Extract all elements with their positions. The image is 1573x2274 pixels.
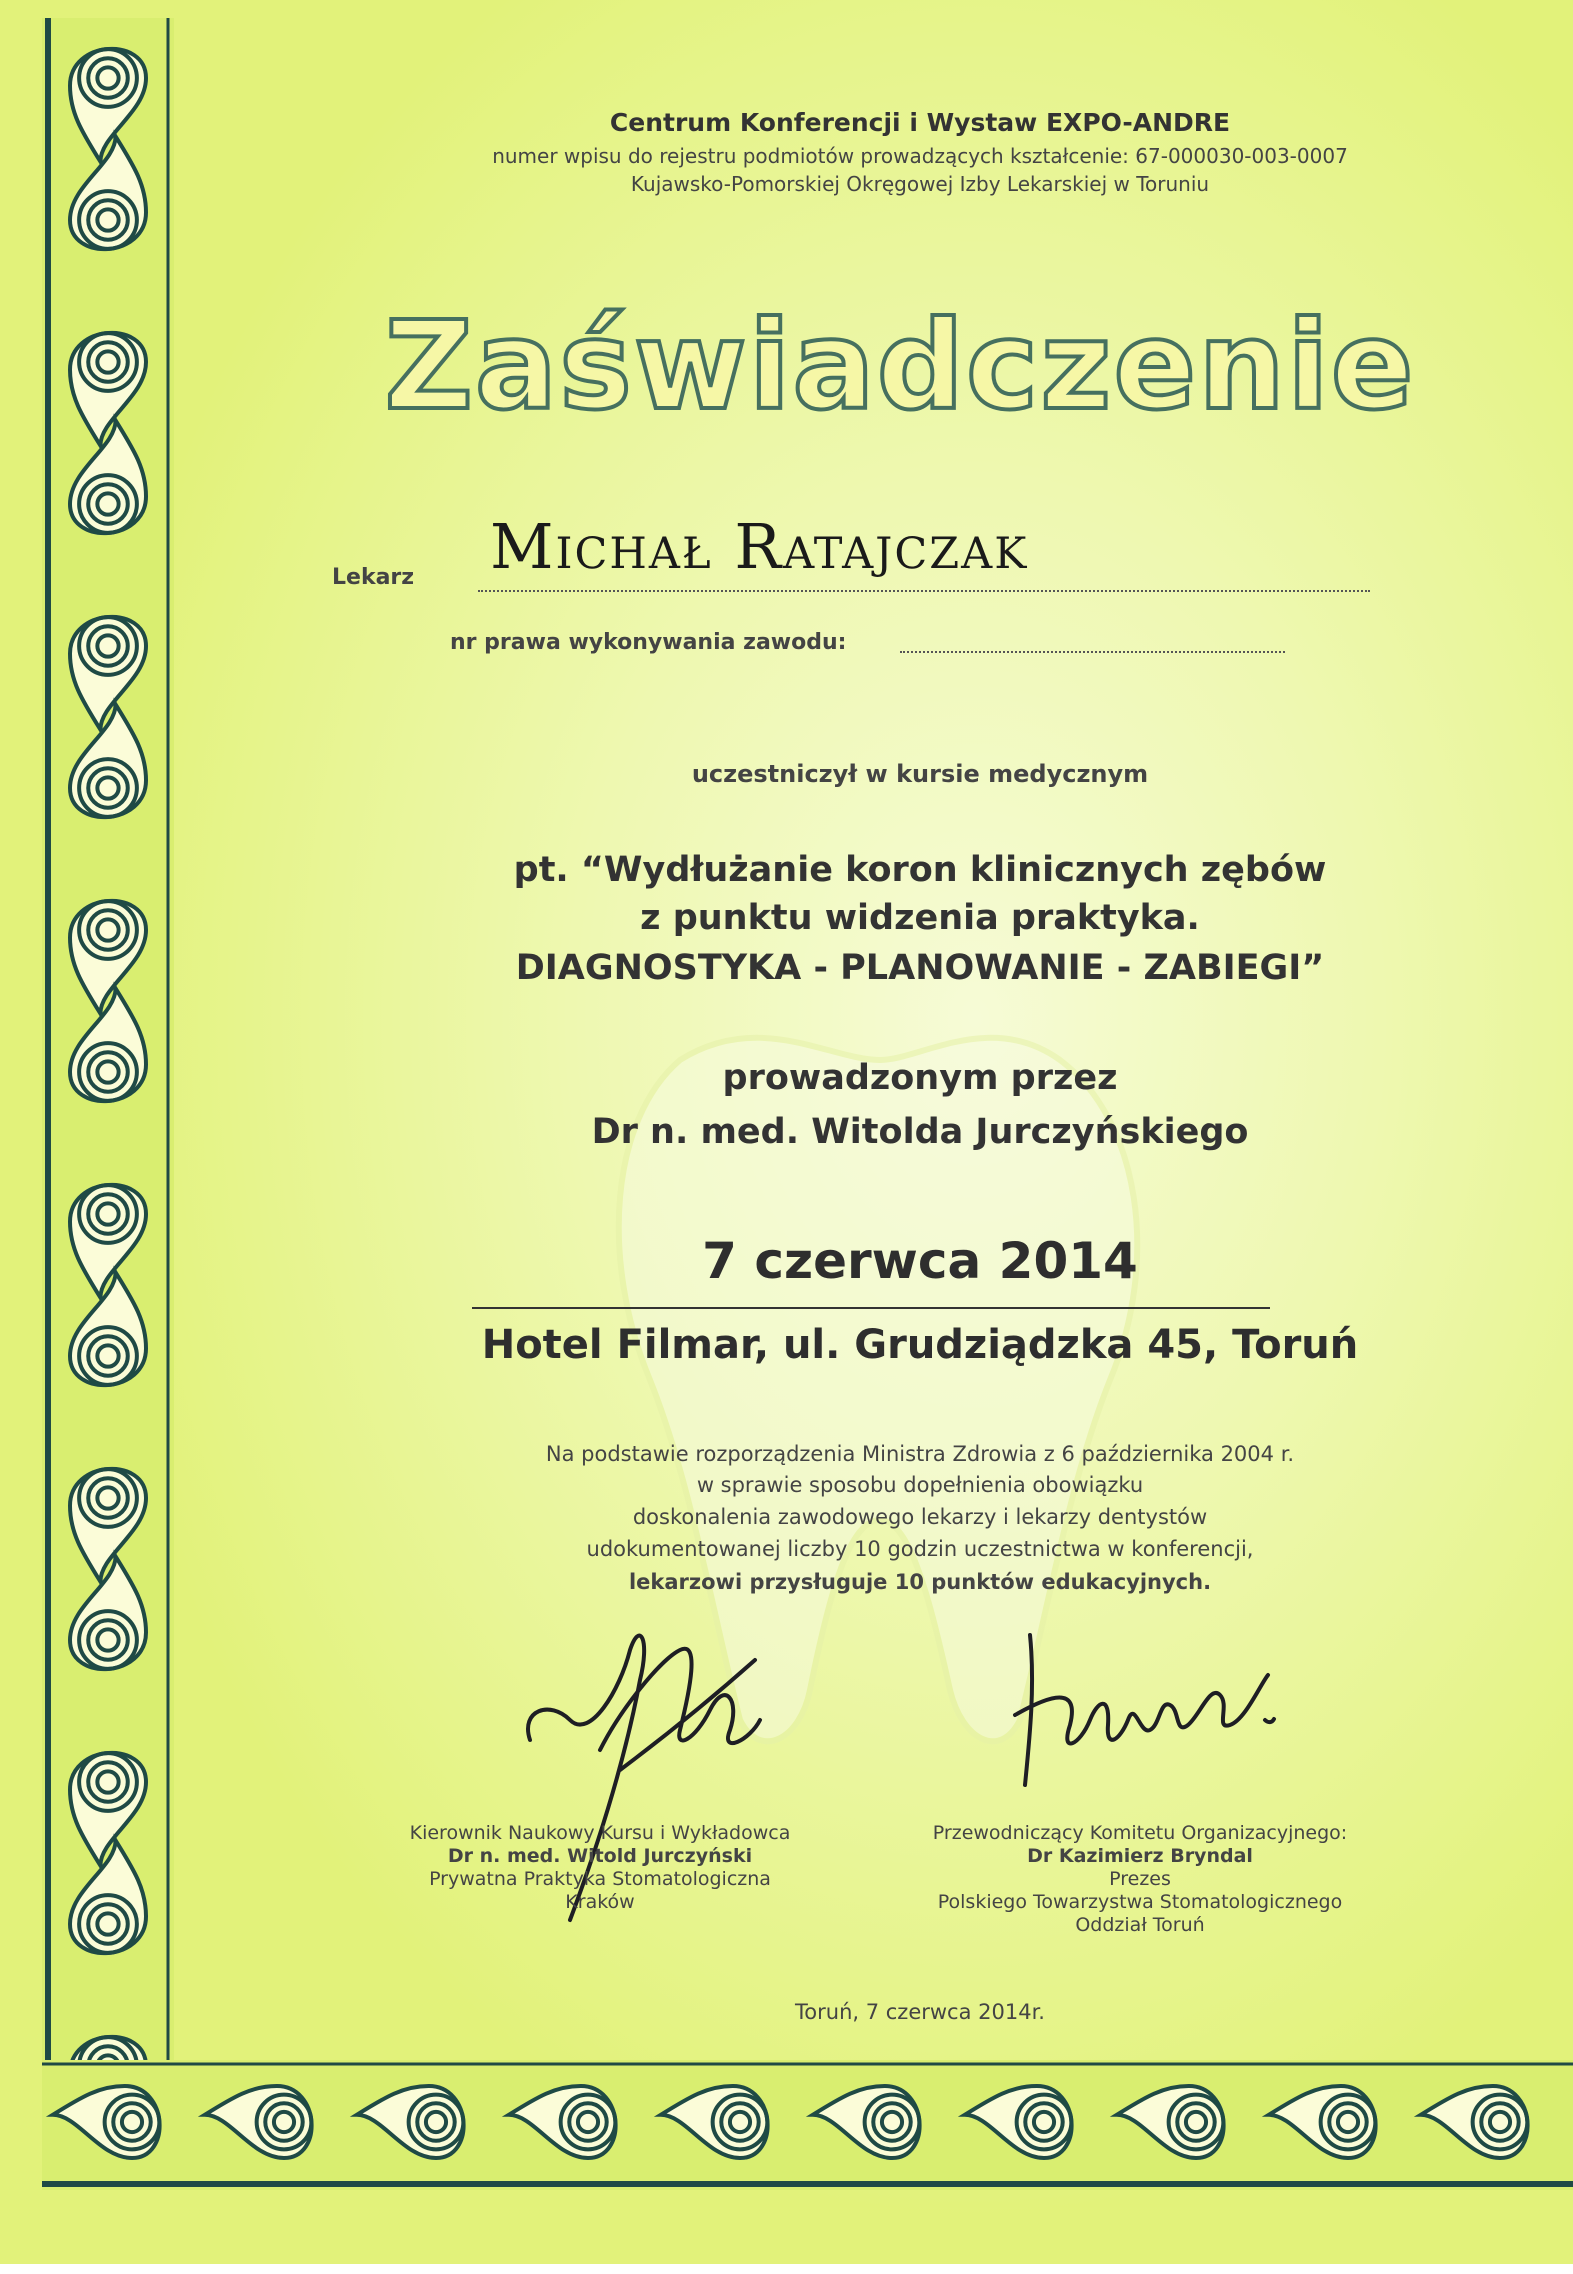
registry-number: numer wpisu do rejestru podmiotów prowadzących kształcenie: 67-000030-003-0007 bbox=[492, 144, 1348, 168]
right-signatory-society: Polskiego Towarzystwa Stomatologicznego bbox=[937, 1891, 1343, 1913]
certificate-title bbox=[380, 280, 1420, 440]
svg-text:Zaświadczenie: Zaświadczenie bbox=[384, 295, 1416, 437]
issue-place-date: Toruń, 7 czerwca 2014r. bbox=[795, 2000, 1045, 2024]
doctor-label: Lekarz bbox=[332, 565, 415, 590]
course-title-line-2: z punktu widzenia praktyka. bbox=[640, 898, 1200, 938]
left-signatory-name: Dr n. med. Witold Jurczyński bbox=[447, 1845, 753, 1867]
event-date: 7 czerwca 2014 bbox=[702, 1232, 1138, 1290]
license-number-label: nr prawa wykonywania zawodu: bbox=[450, 630, 847, 655]
left-signatory-city: Kraków bbox=[565, 1891, 635, 1913]
right-signatory-branch: Oddział Toruń bbox=[1075, 1914, 1205, 1936]
lecturer-name: Dr n. med. Witolda Jurczyńskiego bbox=[591, 1112, 1249, 1152]
participation-text: uczestniczył w kursie medycznym bbox=[691, 760, 1149, 788]
left-signatory-block bbox=[380, 1822, 820, 1914]
left-ornamental-border bbox=[42, 18, 174, 2138]
license-dotted-line bbox=[900, 651, 1285, 653]
legal-text-line: w sprawie sposobu dopełnienia obowiązku bbox=[696, 1473, 1144, 1497]
medical-chamber: Kujawsko-Pomorskiej Okręgowej Izby Lekarskiej w Toruniu bbox=[630, 172, 1210, 196]
course-title-line-1: pt. “Wydłużanie koron klinicznych zębów bbox=[513, 850, 1327, 890]
right-signature bbox=[1010, 1625, 1310, 1795]
right-signatory-role: Przewodniczący Komitetu Organizacyjnego: bbox=[932, 1822, 1348, 1844]
course-title-line-3: DIAGNOSTYKA - PLANOWANIE - ZABIEGI” bbox=[515, 948, 1325, 988]
legal-text-line: Na podstawie rozporządzenia Ministra Zdrowia z 6 października 2004 r. bbox=[545, 1442, 1295, 1466]
legal-text-line: udokumentowanej liczby 10 godzin uczestnictwa w konferencji, bbox=[586, 1537, 1254, 1561]
left-signatory-practice: Prywatna Praktyka Stomatologiczna bbox=[429, 1868, 771, 1890]
name-dotted-line bbox=[478, 590, 1370, 592]
right-signatory-title: Prezes bbox=[1109, 1868, 1171, 1890]
event-venue: Hotel Filmar, ul. Grudziądzka 45, Toruń bbox=[481, 1322, 1359, 1368]
led-by-text: prowadzonym przez bbox=[722, 1058, 1118, 1098]
legal-points-line: lekarzowi przysługuje 10 punktów edukacyjnych. bbox=[628, 1570, 1212, 1594]
organization-name: Centrum Konferencji i Wystaw EXPO-ANDRE bbox=[609, 108, 1231, 137]
right-signatory-block bbox=[900, 1822, 1380, 1937]
date-underline bbox=[472, 1307, 1270, 1309]
bottom-ornamental-border bbox=[42, 2060, 1573, 2190]
doctor-name: Michał Ratajczak bbox=[490, 510, 1029, 583]
right-signatory-name: Dr Kazimierz Bryndal bbox=[1027, 1845, 1253, 1867]
legal-text-line: doskonalenia zawodowego lekarzy i lekarzy dentystów bbox=[632, 1505, 1208, 1529]
left-signatory-role: Kierownik Naukowy Kursu i Wykładowca bbox=[409, 1822, 791, 1844]
